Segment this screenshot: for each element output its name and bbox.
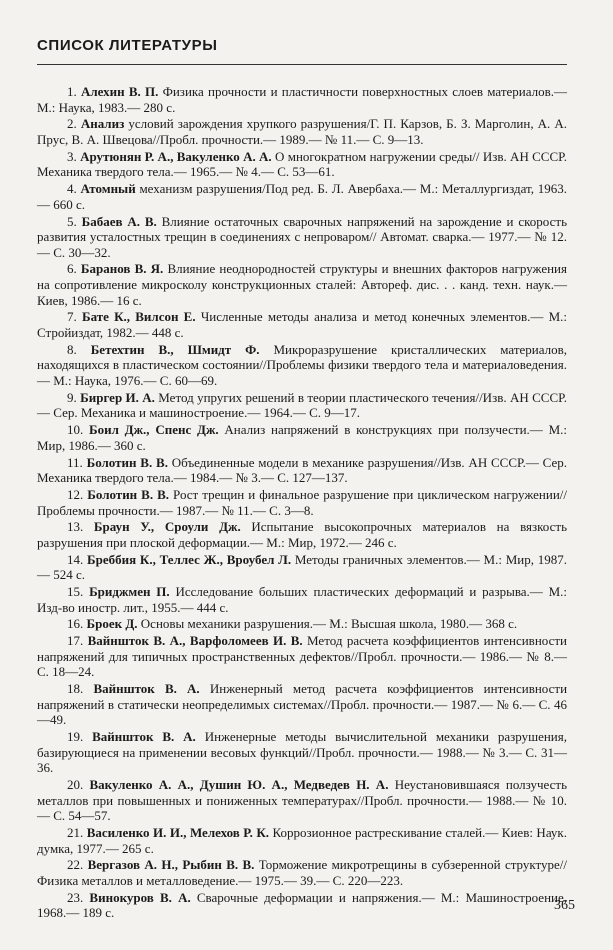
reference-authors: Алехин В. П. [80,84,159,99]
reference-item [37,84,567,115]
reference-text: Неустановившаяся ползучесть металлов при повышенных и пониженных температурах//Пробл. прочности.— 1988.— № 10.— С. 54—57. [37,777,568,824]
reference-text: Инженерный метод расчета коэффициентов интенсивности напряжений в статически неопределимых системах//Пробл. прочности.— 1987.— № 6.— С. 46—49. [37,681,568,728]
reference-number: 12. [67,486,84,502]
reference-authors: Болотин В. В. [86,454,168,470]
reference-item [37,633,567,680]
reference-authors: Биргер И. А. [80,389,155,405]
reference-item [37,116,567,147]
reference-text: Физика прочности и пластичности поверхностных слоев материалов.— М.: Наука, 1983.— 280 с. [37,84,568,115]
reference-list [37,84,567,922]
reference-text: Метод упругих решений в теории пластического течения//Изв. АН СССР.— Сер. Механика и машиностроение.— 1964.— С. 9—17. [37,389,567,421]
reference-text: Влияние остаточных сварочных напряжений на зарождение и скорость развития усталостных трещин в соединениях с непроваром// Автомат. сварка.— 1977.— № 12.— С. 30—32. [37,213,567,260]
reference-authors: Анализ [80,116,125,132]
reference-authors: Броек Д. [86,616,138,632]
reference-authors: Браун У., Сроули Дж. [93,519,241,535]
reference-item [37,487,567,518]
reference-text: Анализ напряжений в конструкциях при ползучести.— М.: Мир, 1986.— 360 с. [37,422,567,453]
reference-text: Объединенные модели в механике разрушения//Изв. АН СССР.— Сер. Механика твердого тела.— 1984.— № 3.— С. 127—137. [37,454,568,486]
reference-authors: Баранов В. Я. [80,261,164,277]
reference-item [37,616,567,632]
reference-item [37,777,567,824]
reference-item [37,422,567,453]
reference-item [37,181,567,212]
reference-text: Торможение микротрещины в субзеренной структуре//Физика металлов и металловедение.— 1975.— 39.— С. 220—223. [37,857,568,889]
reference-number: 18. [67,681,84,697]
reference-number: 7. [67,309,77,325]
reference-text: Влияние неоднородностей структуры и внешних факторов нагружения на сопротивление микросколу конструкционных сталей: Автореф. дис. . . канд. техн. наук.— Киев, 1986.— 16 с. [37,261,567,308]
reference-item [37,342,567,389]
reference-authors: Атомный [80,181,136,197]
reference-text: Исследование больших пластических деформаций и разрыва.— М.: Изд-во иностр. лит., 1955.— 444 с. [37,584,568,615]
reference-authors: Бетехтин В., Шмидт Ф. [90,341,260,357]
heading-rule [37,64,567,65]
reference-text: механизм разрушения/Под ред. Б. Л. Авербаха.— М.: Металлургиздат, 1963. — 660 с. [37,181,567,212]
reference-authors: Бриджмен П. [89,584,170,600]
reference-item [37,681,567,728]
reference-number: 8. [67,341,77,357]
reference-number: 13. [67,519,84,535]
reference-number: 6. [67,261,77,277]
reference-authors: Вайншток В. А., Варфоломеев И. В. [87,633,303,649]
reference-text: Инженерные методы вычислительной механики разрушения, базирующиеся на применении весовых функций//Пробл. прочности.— 1988.— № 3.— С. 31—36. [37,729,567,776]
reference-item [37,584,567,615]
reference-number: 11. [67,454,83,470]
reference-number: 3. [67,148,77,164]
reference-item [37,214,567,261]
reference-item [37,309,567,340]
reference-text: Испытание высокопрочных материалов на вязкость разрушения при плоской деформации.— М.: Мир, 1972.— 246 с. [37,519,568,550]
reference-number: 4. [67,181,77,197]
reference-text: Методы граничных элементов.— М.: Мир, 1987.— 524 с. [37,551,568,583]
reference-authors: Болотин В. В. [87,486,170,502]
reference-number: 1. [67,84,77,99]
reference-number: 14. [67,551,84,567]
reference-authors: Боил Дж., Спенс Дж. [89,422,219,438]
page-number: 365 [554,898,575,913]
section-heading: СПИСОК ЛИТЕРАТУРЫ [37,37,218,54]
reference-item [37,729,567,776]
reference-item [37,519,567,550]
reference-text: Рост трещин и финальное разрушение при циклическом нагружении//Проблемы прочности.— 1987.— № 11.— С. 3—8. [37,486,567,518]
reference-number: 10. [67,422,84,438]
reference-item [37,890,567,921]
reference-item [37,825,567,856]
reference-text: Численные методы анализа и метод конечных элементов.— М.: Стройиздат, 1982.— 448 с. [37,309,567,341]
reference-number: 16. [67,616,84,632]
reference-authors: Вергазов А. Н., Рыбин В. В. [87,857,255,873]
reference-item [37,261,567,308]
reference-text: Сварочные деформации и напряжения.— М.: Машиностроение, 1968.— 189 с. [37,889,568,921]
reference-item [37,552,567,583]
reference-number: 22. [67,857,84,873]
reference-authors: Василенко И. И., Мелехов Р. К. [86,825,270,841]
reference-authors: Бреббия К., Теллес Ж., Вроубел Л. [87,551,292,567]
reference-item [37,857,567,888]
reference-text: Метод расчета коэффициентов интенсивности напряжений для типичных пространственных дефектов//Пробл. прочности.— 1986.— № 8.— С. 18—24. [37,633,568,680]
reference-text: Основы механики разрушения.— М.: Высшая школа, 1980.— 368 с. [140,616,518,632]
reference-number: 19. [67,729,84,745]
reference-authors: Вайншток В. А. [93,681,200,697]
reference-number: 17. [67,633,84,649]
reference-authors: Бабаев А. В. [81,213,157,229]
reference-text: Коррозионное растрескивание сталей.— Киев: Наук. думка, 1977.— 265 с. [37,825,567,856]
reference-authors: Бате К., Вилсон Е. [81,309,196,325]
reference-authors: Винокуров В. А. [89,889,191,905]
reference-authors: Арутюнян Р. А., Вакуленко А. А. [80,148,272,164]
reference-authors: Вакуленко А. А., Душин Ю. А., Медведев Н. А. [89,777,389,793]
reference-item [37,149,567,180]
reference-number: 23. [67,889,84,905]
reference-number: 2. [67,116,77,132]
reference-number: 21. [67,825,84,841]
reference-text: Микроразрушение кристаллических материалов, находящихся в пластическом состоянии//Проблемы физики твердого тела и материаловедения.— М.: Наука, 1976.— С. 60—69. [37,341,568,388]
reference-number: 20. [67,777,84,793]
reference-number: 5. [67,213,77,229]
reference-text: О многократном нагружении среды// Изв. АН СССР. Механика твердого тела.— 1965.— № 4.— С. 53—61. [37,148,568,180]
reference-number: 15. [67,584,84,600]
reference-authors: Вайншток В. А. [92,729,196,745]
reference-item [37,455,567,486]
reference-text: условий зарождения хрупкого разрушения/Г. П. Карзов, Б. З. Марголин, А. А. Прус, В. А. Швецова//Пробл. прочности.— 1989.— № 11.— С. 9—13. [37,116,567,147]
reference-item [37,390,567,421]
reference-number: 9. [67,389,77,405]
